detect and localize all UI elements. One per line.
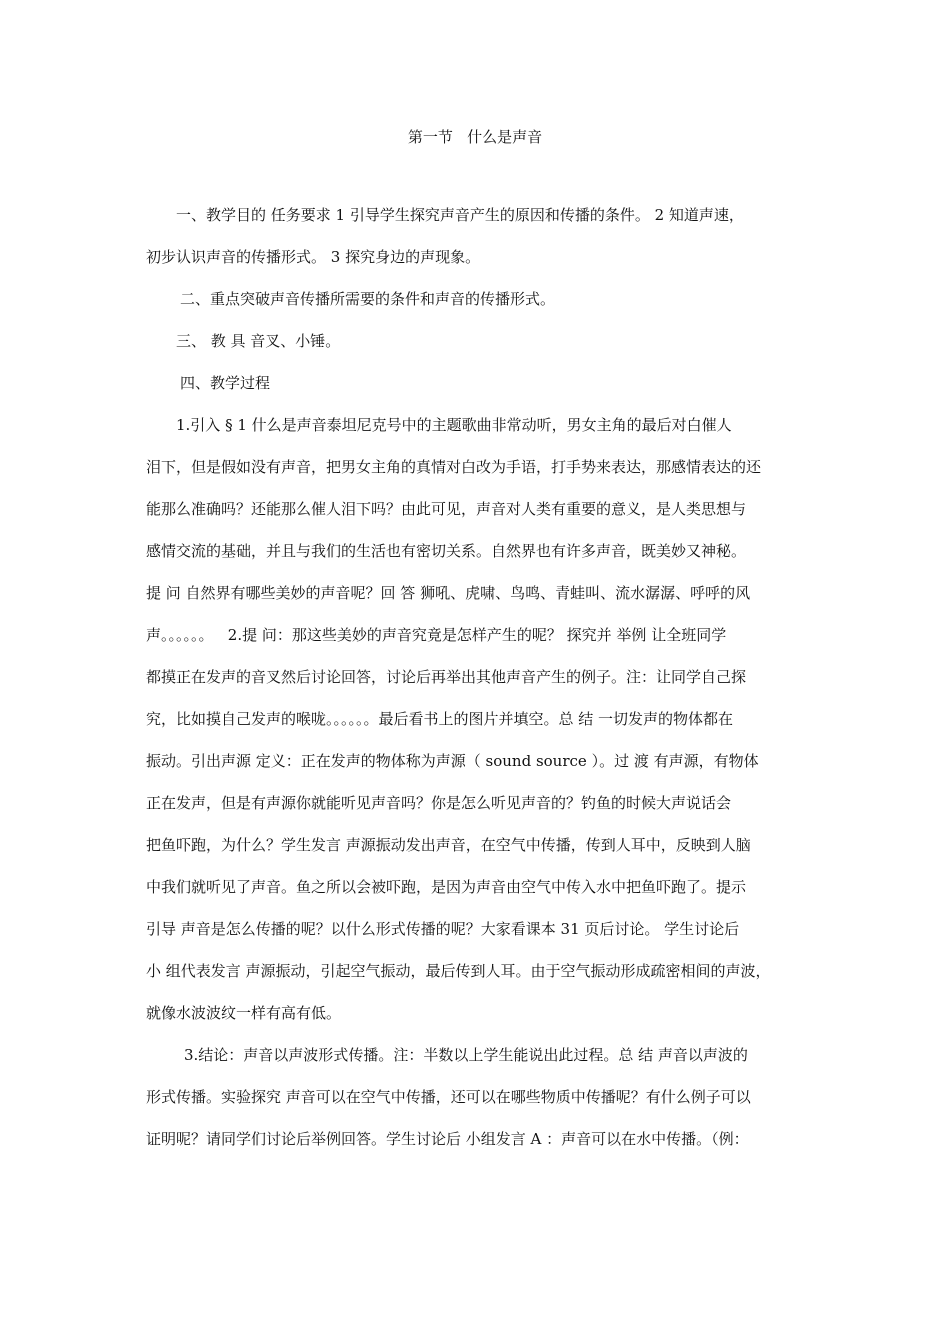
paragraph-line: 泪下，但是假如没有声音，把男女主角的真情对白改为手语，打手势来表达，那感情表达的还	[146, 458, 762, 476]
paragraph-line: 感情交流的基础，并且与我们的生活也有密切关系。自然界也有许多声音，既美妙又神秘。	[146, 542, 747, 560]
paragraph-line: 正在发声，但是有声源你就能听见声音吗？你是怎么听见声音的？钓鱼的时候大声说话会	[146, 794, 732, 812]
paragraph-line: 究，比如摸自己发声的喉咙。。。。。。最后看书上的图片并填空。总 结 一切发声的物体都在	[146, 710, 734, 728]
paragraph-line: 二、重点突破声音传播所需要的条件和声音的传播形式。	[180, 290, 556, 308]
page-title: 第一节 什么是声音	[407, 128, 543, 146]
paragraph-line: 把鱼吓跑，为什么？学生发言 声源振动发出声音，在空气中传播，传到人耳中，反映到人脑	[146, 836, 751, 854]
paragraph-line: 证明呢？请同学们讨论后举例回答。学生讨论后 小组发言 A ：声音可以在水中传播。（例：	[146, 1130, 749, 1148]
paragraph-line: 提 问 自然界有哪些美妙的声音呢？回 答 狮吼、虎啸、鸟鸣、青蛙叫、流水潺潺、呼呼的风	[146, 584, 751, 602]
document-body	[146, 204, 814, 1170]
paragraph-line: 振动。引出声源 定义：正在发声的物体称为声源（ sound source ）。过 渡 有声源，有物体	[146, 752, 759, 770]
paragraph-line: 形式传播。实验探究 声音可以在空气中传播，还可以在哪些物质中传播呢？有什么例子可以	[146, 1088, 751, 1106]
paragraph-line: 能那么准确吗？还能那么催人泪下吗？由此可见，声音对人类有重要的意义，是人类思想与	[146, 500, 747, 518]
paragraph-line: 就像水波波纹一样有高有低。	[146, 1004, 342, 1022]
paragraph-line: 引导 声音是怎么传播的呢？以什么形式传播的呢？大家看课本 31 页后讨论。 学生讨论后	[146, 920, 740, 938]
paragraph-line: 都摸正在发声的音叉然后讨论回答，讨论后再举出其他声音产生的例子。注：让同学自己探	[146, 668, 747, 686]
paragraph-line: 1.引入 § 1 什么是声音泰坦尼克号中的主题歌曲非常动听，男女主角的最后对白催人	[176, 416, 732, 434]
paragraph-line: 三、 教 具 音叉、小锤。	[176, 332, 341, 350]
paragraph-line: 中我们就听见了声音。鱼之所以会被吓跑，是因为声音由空气中传入水中把鱼吓跑了。提示	[146, 878, 747, 896]
paragraph-line: 初步认识声音的传播形式。 3 探究身边的声现象。	[146, 248, 481, 266]
paragraph-line: 3.结论：声音以声波形式传播。注：半数以上学生能说出此过程。总 结 声音以声波的	[184, 1046, 748, 1064]
paragraph-line: 声。。。。。。 2.提 问：那这些美妙的声音究竟是怎样产生的呢？ 探究并 举例 让全班同学	[146, 626, 727, 644]
paragraph-line: 小 组代表发言 声源振动，引起空气振动，最后传到人耳。由于空气振动形成疏密相间的声波，	[146, 962, 771, 980]
paragraph-line: 一、教学目的 任务要求 1 引导学生探究声音产生的原因和传播的条件。 2 知道声速，	[176, 206, 744, 224]
paragraph-line: 四、教学过程	[180, 374, 271, 392]
